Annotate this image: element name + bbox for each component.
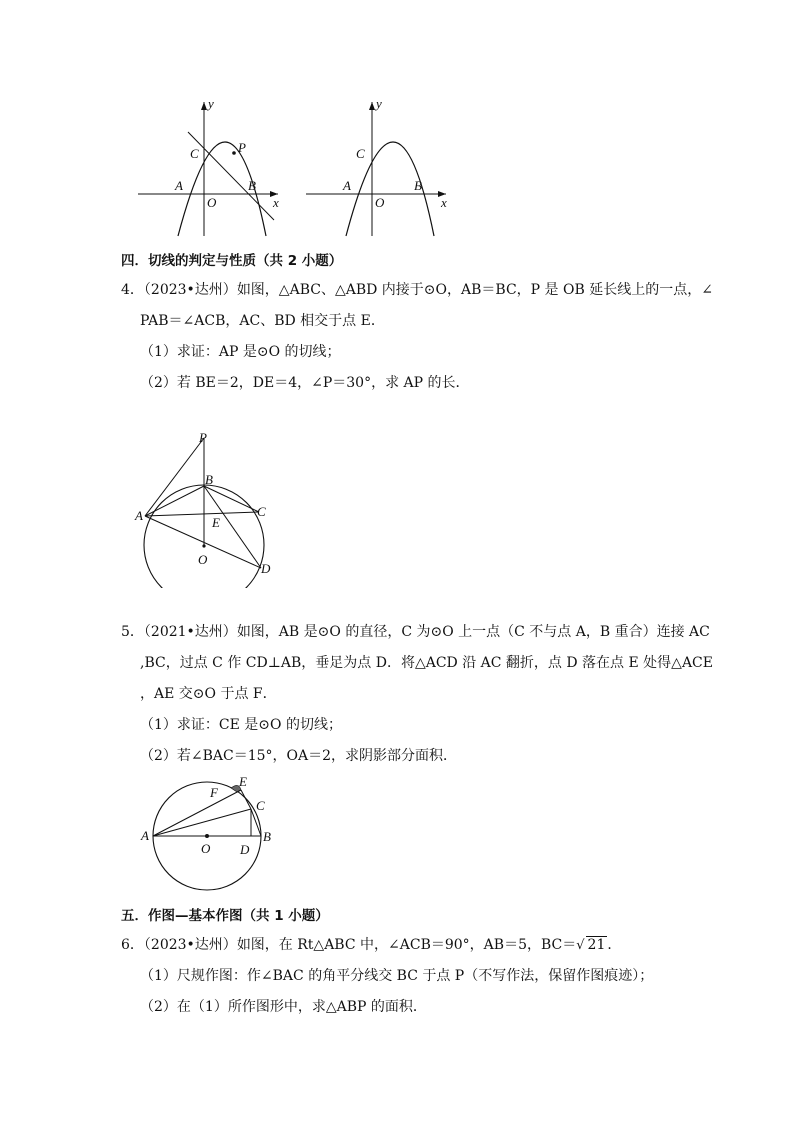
label-A: A bbox=[175, 178, 183, 193]
q4-part2: （2）若 BE＝2，DE＝4，∠P＝30°，求 AP 的长． bbox=[140, 375, 470, 391]
label-y: y bbox=[208, 96, 214, 111]
q4-part1: （1）求证：AP 是⊙O 的切线； bbox=[140, 344, 341, 360]
label-F: F bbox=[210, 785, 218, 800]
q6-part2: （2）在（1）所作图形中，求△ABP 的面积． bbox=[140, 999, 427, 1015]
label-x: x bbox=[273, 195, 279, 210]
label-D: D bbox=[240, 842, 250, 857]
q6-source: （2023•达州） bbox=[143, 937, 237, 953]
label-A: A bbox=[343, 178, 351, 193]
label-B: B bbox=[263, 829, 271, 844]
q5-circle-figure bbox=[138, 774, 278, 892]
q5-part1: （1）求证：CE 是⊙O 的切线； bbox=[140, 717, 342, 733]
q6-line1: 6．（2023•达州）如图，在 Rt△ABC 中，∠ACB＝90°，AB＝5，BC＝√ 21 ． bbox=[121, 937, 622, 953]
label-E: E bbox=[212, 515, 220, 530]
label-O: O bbox=[198, 552, 208, 567]
q5-line1 bbox=[121, 622, 710, 642]
label-O: O bbox=[375, 195, 385, 210]
label-O: O bbox=[201, 841, 211, 856]
label-D: D bbox=[261, 561, 271, 576]
q4-number: 4． bbox=[121, 282, 144, 298]
q5-line2: ,BC，过点 C 作 CD⊥AB，垂足为点 D．将△ACD 沿 AC 翻折，点 D 落在点 E 处得△ACE bbox=[140, 655, 713, 671]
q4-source: （2023•达州） bbox=[143, 282, 237, 298]
q4-line2: PAB＝∠ACB，AC、BD 相交于点 E． bbox=[140, 313, 385, 329]
q4-line1 bbox=[121, 280, 713, 300]
parabola-figure-left bbox=[130, 96, 290, 241]
label-B: B bbox=[414, 178, 422, 193]
section-4-title: 四．切线的判定与性质（共 2 小题） bbox=[121, 253, 343, 269]
label-C: C bbox=[256, 798, 265, 813]
label-C: C bbox=[190, 146, 199, 161]
q6-part1: （1）尺规作图：作∠BAC 的角平分线交 BC 于点 P（不写作法，保留作图痕迹）； bbox=[140, 968, 654, 984]
q6-number: 6． bbox=[121, 937, 144, 953]
label-C: C bbox=[257, 504, 266, 519]
label-B: B bbox=[205, 472, 213, 487]
parabola-figure-right bbox=[298, 96, 458, 241]
label-E: E bbox=[239, 774, 247, 789]
q5-text-1: 如图，AB 是⊙O 的直径，C 为⊙O 上一点（C 不与点 A，B 重合）连接 AC bbox=[236, 624, 710, 640]
label-A: A bbox=[141, 828, 149, 843]
label-P: P bbox=[199, 430, 207, 445]
q6-text-end: ． bbox=[607, 937, 622, 953]
label-y: y bbox=[376, 96, 382, 111]
q5-source: （2021•达州） bbox=[143, 624, 237, 640]
label-C: C bbox=[356, 146, 365, 161]
q5-part2: （2）若∠BAC＝15°，OA＝2，求阴影部分面积． bbox=[140, 748, 458, 764]
q4-text-1: 如图，△ABC、△ABD 内接于⊙O，AB＝BC，P 是 OB 延长线上的一点，∠ bbox=[236, 282, 713, 298]
label-B: B bbox=[248, 178, 256, 193]
section-5-title: 五．作图—基本作图（共 1 小题） bbox=[121, 908, 329, 924]
q6-sqrt-value: 21 bbox=[587, 937, 606, 953]
q5-line3: ，AE 交⊙O 于点 F． bbox=[140, 686, 277, 702]
q4-circle-figure bbox=[132, 428, 282, 588]
q6-text-1: 如图，在 Rt△ABC 中，∠ACB＝90°，AB＝5，BC＝ bbox=[236, 937, 577, 953]
q5-number: 5． bbox=[121, 624, 144, 640]
label-A: A bbox=[135, 508, 143, 523]
label-O: O bbox=[207, 195, 217, 210]
label-x: x bbox=[441, 195, 447, 210]
label-P: P bbox=[238, 140, 246, 155]
